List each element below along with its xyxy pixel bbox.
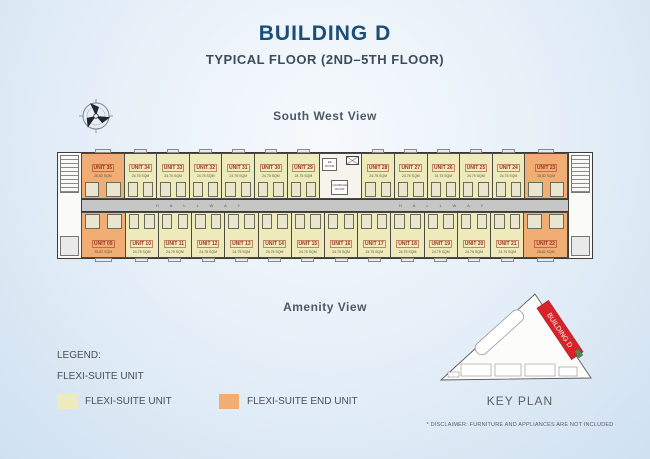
unit-number: UNIT 34 (131, 165, 150, 171)
flexi-suite-unit (221, 153, 255, 199)
unit-label (460, 154, 492, 178)
unit-label (259, 232, 291, 257)
top-unit-row (82, 153, 568, 199)
flexi-suite-unit (156, 153, 190, 199)
flexi-suite-unit (457, 212, 491, 258)
unit-number: UNIT 22 (536, 241, 555, 247)
unit-number: UNIT 25 (466, 165, 486, 171)
bathroom-fixtures (493, 181, 525, 198)
legend-heading: LEGEND: (57, 350, 101, 361)
unit-area: 24.75 SQM (265, 250, 284, 254)
unit-number: UNIT 32 (196, 165, 215, 171)
unit-area: 24.75 SQM (196, 174, 215, 178)
legend-subheading: FLEXI-SUITE UNIT (57, 371, 144, 382)
unit-area: 24.75 SQM (332, 250, 350, 254)
bathroom-fixtures (255, 181, 287, 198)
bathroom-fixtures (126, 213, 158, 230)
key-plan-label: KEY PLAN (486, 394, 554, 408)
unit-number: UNIT 27 (401, 165, 421, 171)
unit-label (222, 154, 254, 178)
bathroom-fixtures (358, 213, 390, 230)
unit-area: 24.75 SQM (498, 250, 517, 254)
flexi-suite-end-unit (81, 212, 126, 258)
flexi-suite-unit (427, 153, 461, 199)
unit-number: UNIT 18 (398, 241, 417, 247)
unit-number: UNIT 14 (265, 241, 284, 247)
unit-number: UNIT 13 (232, 241, 251, 247)
key-plan-disclaimer: * DISCLAIMER: FURNITURE AND APPLIANCES ARE NOT INCLUDED (426, 422, 614, 428)
flexi-suite-unit (258, 212, 292, 258)
unit-number: UNIT 23 (536, 165, 556, 171)
flexi-suite-unit (390, 212, 424, 258)
floor-plan (57, 152, 593, 259)
flexi-suite-unit (191, 212, 225, 258)
page-title: BUILDING D (258, 22, 392, 45)
garbage-room (331, 180, 348, 195)
unit-number: UNIT 20 (464, 241, 484, 247)
unit-label (125, 154, 157, 178)
unit-area: 24.75 SQM (262, 174, 280, 178)
flexi-suite-unit-swatch (57, 394, 77, 409)
unit-label (491, 232, 523, 257)
hallway-label: HALLWAY (398, 203, 495, 208)
unit-label (362, 154, 394, 178)
unit-area: 24.75 SQM (164, 174, 182, 178)
unit-label (255, 154, 287, 178)
flexi-suite-unit (324, 212, 358, 258)
unit-area: 24.75 SQM (467, 174, 485, 178)
flexi-suite-unit (490, 212, 524, 258)
hallway-label: HALLWAY (155, 203, 252, 208)
unit-label (190, 154, 222, 178)
flexi-suite-end-unit (523, 212, 568, 258)
flexi-suite-unit (361, 153, 395, 199)
unit-area: 28.82 SQM (93, 174, 112, 178)
unit-area: 24.75 SQM (166, 250, 184, 254)
flexi-suite-unit (424, 212, 458, 258)
key-plan-map (435, 288, 605, 388)
flexi-suite-end-unit (524, 153, 568, 199)
legend-row (57, 394, 358, 409)
flexi-suite-unit (124, 153, 158, 199)
svg-text:BUILDING D: BUILDING D (545, 311, 574, 350)
garbage-room-label: GARBAGE ROOM (332, 183, 348, 191)
flexi-suite-unit (492, 153, 526, 199)
flexi-suite-unit (254, 153, 288, 199)
unit-area: 24.75 SQM (298, 250, 317, 254)
page-subtitle: TYPICAL FLOOR (2ND–5TH FLOOR) (205, 52, 445, 67)
flexi-suite-unit (357, 212, 391, 258)
legend (57, 350, 358, 409)
unit-number: UNIT 12 (198, 241, 218, 247)
unit-number: UNIT 10 (132, 241, 151, 247)
bathroom-fixtures (524, 213, 567, 230)
unit-label (126, 232, 158, 257)
bathroom-fixtures (391, 213, 423, 230)
unit-area: 24.75 SQM (499, 174, 518, 178)
stairs-icon (571, 155, 590, 193)
utility-room (571, 236, 590, 256)
flexi-suite-unit (158, 212, 192, 258)
bathroom-fixtures (460, 181, 492, 198)
unit-area: 24.75 SQM (365, 250, 384, 254)
unit-label (292, 232, 324, 257)
stairwell-left (57, 152, 82, 259)
flexi-suite-unit (125, 212, 159, 258)
unit-label (288, 154, 320, 178)
bathroom-fixtures (325, 213, 357, 230)
unit-label (425, 232, 457, 257)
bathroom-fixtures (428, 181, 460, 198)
bathroom-fixtures (159, 213, 191, 230)
unit-area: 28.82 SQM (537, 174, 556, 178)
flexi-suite-unit (459, 153, 493, 199)
unit-label (82, 232, 125, 257)
key-plan (420, 288, 620, 428)
flexi-suite-unit (189, 153, 223, 199)
unit-label (358, 232, 390, 257)
bathroom-fixtures (395, 181, 427, 198)
bathroom-fixtures (425, 213, 457, 230)
flexi-suite-end-unit (81, 153, 125, 199)
bathroom-fixtures (292, 213, 324, 230)
unit-area: 24.75 SQM (232, 250, 251, 254)
unit-label (493, 154, 525, 178)
unit-area: 24.75 SQM (132, 250, 151, 254)
unit-number: UNIT 19 (431, 241, 451, 247)
flexi-suite-unit (394, 153, 428, 199)
bathroom-fixtures (222, 181, 254, 198)
flexi-suite-unit (287, 153, 321, 199)
unit-number: UNIT 24 (499, 165, 518, 171)
unit-number: UNIT 28 (368, 165, 388, 171)
unit-area: 24.75 SQM (431, 250, 450, 254)
unit-number: UNIT 16 (331, 241, 351, 247)
unit-number: UNIT 29 (294, 165, 313, 171)
unit-label (325, 232, 357, 257)
unit-label (225, 232, 257, 257)
unit-label (82, 154, 124, 178)
bathroom-fixtures (458, 213, 490, 230)
stairwell-right (568, 152, 593, 259)
unit-area: 24.75 SQM (229, 174, 248, 178)
unit-area: 24.75 SQM (131, 174, 150, 178)
bathroom-fixtures (288, 181, 320, 198)
bathroom-fixtures (82, 213, 125, 230)
unit-number: UNIT 15 (298, 241, 318, 247)
unit-number: UNIT 33 (163, 165, 183, 171)
bathroom-fixtures (259, 213, 291, 230)
unit-number: UNIT 17 (365, 241, 384, 247)
unit-label (525, 154, 567, 178)
unit-label (157, 154, 189, 178)
unit-number: UNIT 35 (93, 165, 113, 171)
bathroom-fixtures (192, 213, 224, 230)
ee-room-label: EE ROOM (325, 160, 335, 168)
unit-label (391, 232, 423, 257)
elevator-icon (346, 156, 359, 165)
hallway (82, 199, 568, 212)
bathroom-fixtures (525, 181, 567, 198)
bathroom-fixtures (362, 181, 394, 198)
unit-label (524, 232, 567, 257)
legend-item-label: FLEXI-SUITE UNIT (85, 396, 172, 407)
unit-area: 24.75 SQM (434, 174, 453, 178)
unit-area: 28.82 SQM (94, 250, 113, 254)
unit-label (428, 154, 460, 178)
flexi-suite-unit (291, 212, 325, 258)
unit-label (192, 232, 224, 257)
bathroom-fixtures (82, 181, 124, 198)
unit-area: 24.75 SQM (398, 250, 417, 254)
unit-number: UNIT 11 (165, 241, 185, 247)
unit-label (458, 232, 490, 257)
flexi-suite-end-unit-swatch (219, 394, 239, 409)
stairs-icon (60, 155, 79, 193)
bathroom-fixtures (225, 213, 257, 230)
building-core (319, 153, 362, 199)
unit-area: 24.75 SQM (369, 174, 387, 178)
unit-number: UNIT 21 (497, 241, 517, 247)
unit-area: 24.75 SQM (465, 250, 483, 254)
unit-number: UNIT 26 (434, 165, 453, 171)
utility-room (60, 236, 79, 256)
legend-item-label: FLEXI-SUITE END UNIT (247, 396, 358, 407)
bathroom-fixtures (125, 181, 157, 198)
bathroom-fixtures (190, 181, 222, 198)
unit-area: 24.75 SQM (294, 174, 313, 178)
bathroom-fixtures (157, 181, 189, 198)
plan-main (82, 152, 568, 259)
unit-label (395, 154, 427, 178)
amenity-view-label: Amenity View (283, 300, 367, 314)
unit-number: UNIT 31 (228, 165, 248, 171)
unit-number: UNIT 09 (93, 241, 113, 247)
unit-area: 24.75 SQM (401, 174, 420, 178)
flexi-suite-unit (224, 212, 258, 258)
ee-room (322, 158, 337, 171)
southwest-view-label: South West View (273, 109, 377, 123)
unit-number: UNIT 30 (261, 165, 281, 171)
unit-area: 24.75 SQM (199, 250, 217, 254)
bottom-unit-row (82, 212, 568, 258)
unit-label (159, 232, 191, 257)
bathroom-fixtures (491, 213, 523, 230)
unit-area: 28.82 SQM (536, 250, 555, 254)
